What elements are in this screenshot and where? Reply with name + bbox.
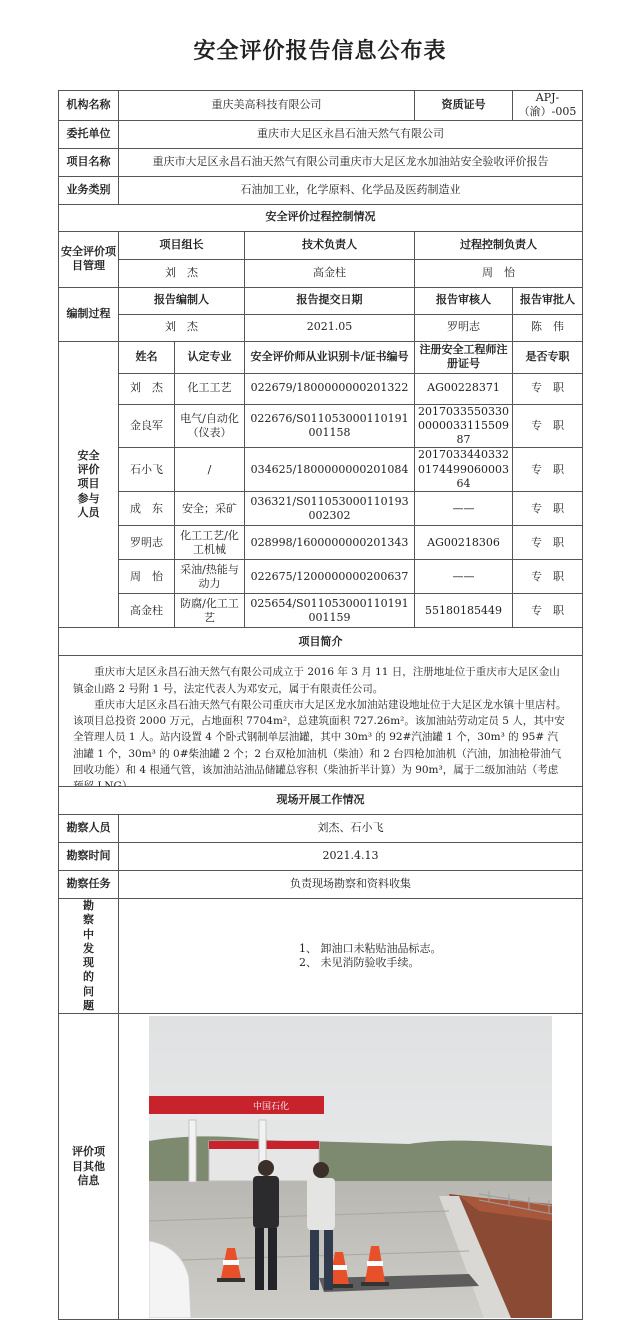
client-value: 重庆市大足区永昌石油天然气有限公司 xyxy=(119,120,583,148)
participant-fulltime: 专 职 xyxy=(513,594,583,628)
participant-reg: —— xyxy=(415,492,513,526)
task-label: 勘察任务 xyxy=(59,871,119,899)
mgmt-header-process: 过程控制负责人 xyxy=(415,231,583,259)
participant-card: 036321/S011053000110193002302 xyxy=(245,492,415,526)
biz-label: 业务类别 xyxy=(59,176,119,204)
canopy-underside xyxy=(149,1114,324,1120)
p-header-reg: 注册安全工程师注册证号 xyxy=(415,341,513,373)
intro-paragraph-1: 重庆市大足区永昌石油天然气有限公司成立于 2016 年 3 月 11 日，注册地址位于重庆市大足区金山镇金山路 2 号附 1 号，法定代表人为邓安元，属于有限责任公司。 xyxy=(73,666,560,695)
issue-item: 2、 未见消防验收手续。 xyxy=(299,956,420,970)
participant-major: 采油/热能与动力 xyxy=(175,560,245,594)
mgmt-label: 安全评价项目管理 xyxy=(59,231,119,287)
page-title: 安全评价报告信息公布表 xyxy=(193,39,447,64)
table-row xyxy=(59,560,583,594)
table-row xyxy=(59,492,583,526)
participants-label: 安全评价项目参与人员 xyxy=(59,341,119,628)
participant-fulltime: 专 职 xyxy=(513,404,583,448)
edit-value-approver: 陈 伟 xyxy=(513,314,583,341)
edit-header-date: 报告提交日期 xyxy=(245,287,415,314)
table-row xyxy=(59,448,583,492)
participant-card: 034625/1800000000201084 xyxy=(245,448,415,492)
org-value: 重庆美高科技有限公司 xyxy=(119,91,415,121)
participant-fulltime: 专 职 xyxy=(513,526,583,560)
canopy-fascia xyxy=(149,1096,324,1114)
site-work-table xyxy=(58,786,583,1320)
participant-name: 周 怡 xyxy=(119,560,175,594)
participant-reg: 2017033440332017449906000364 xyxy=(415,448,513,492)
participant-card: 025654/S011053000110191001159 xyxy=(245,594,415,628)
participant-fulltime: 专 职 xyxy=(513,560,583,594)
mgmt-value-tech: 高金柱 xyxy=(245,259,415,287)
intro-title: 项目简介 xyxy=(59,628,583,656)
p-header-name: 姓名 xyxy=(119,341,175,373)
issue-label: 勘察中发现的问题 xyxy=(59,899,119,1014)
participant-reg: —— xyxy=(415,560,513,594)
mgmt-header-tech: 技术负责人 xyxy=(245,231,415,259)
participant-name: 高金柱 xyxy=(119,594,175,628)
participant-card: 022679/1800000000201322 xyxy=(245,373,415,404)
process-title: 安全评价过程控制情况 xyxy=(59,204,583,231)
info-table xyxy=(58,90,583,804)
participant-name: 刘 杰 xyxy=(119,373,175,404)
participant-card: 022675/1200000000200637 xyxy=(245,560,415,594)
table-row xyxy=(59,404,583,448)
site-section-title: 现场开展工作情况 xyxy=(59,787,583,815)
table-row xyxy=(59,526,583,560)
canopy-sign: 中国石化 xyxy=(253,1101,290,1112)
task-value: 负责现场勘察和资料收集 xyxy=(119,871,583,899)
edit-value-writer: 刘 杰 xyxy=(119,314,245,341)
cert-value: APJ-（渝）-005 xyxy=(513,91,583,121)
time-value: 2021.4.13 xyxy=(119,843,583,871)
org-label: 机构名称 xyxy=(59,91,119,121)
participant-major: 化工工艺 xyxy=(175,373,245,404)
participant-card: 022676/S011053000110191001158 xyxy=(245,404,415,448)
p-header-fulltime: 是否专职 xyxy=(513,341,583,373)
participant-reg: AG00218306 xyxy=(415,526,513,560)
p-header-card: 安全评价师从业识别卡/证书编号 xyxy=(245,341,415,373)
site-photo xyxy=(149,1016,552,1318)
intro-paragraph-2: 重庆市大足区永昌石油天然气有限公司重庆市大足区龙水加油站建设地址位于大足区龙水镇十里店村。该项目总投资 2000 万元，占地面积 7704m²，总建筑面积 727.26m²。该加油站劳动定员 5 人，其中安全管理人员 1 人。站内设置 4 个卧式钢制单层油罐，其中 30m³ 的 92#汽油罐 1 个，30m³ 的 95# 汽油罐 1 个，30m³ 的 0#柴油罐 2 个；2 台双枪加油机（柴油）和 2 台四枪加油机（汽油，加油枪带油气回收功能）和 4 根通气管，该加油站油品储罐总容积（柴油折半计算）为 90m³，属于二级加油站（考虑 xyxy=(73,698,567,776)
table-row xyxy=(59,594,583,628)
edit-value-date: 2021.05 xyxy=(245,314,415,341)
project-label: 项目名称 xyxy=(59,148,119,176)
photo-cell xyxy=(119,1014,583,1320)
participant-major: 化工工艺/化工机械 xyxy=(175,526,245,560)
participant-fulltime: 专 职 xyxy=(513,373,583,404)
participant-name: 金良军 xyxy=(119,404,175,448)
mgmt-value-leader: 刘 杰 xyxy=(119,259,245,287)
canopy-column xyxy=(189,1120,196,1182)
participant-name: 石小飞 xyxy=(119,448,175,492)
participant-name: 成 东 xyxy=(119,492,175,526)
other-info-label: 评价项目其他信息 xyxy=(59,1014,119,1320)
edit-label: 编制过程 xyxy=(59,287,119,341)
participant-fulltime: 专 职 xyxy=(513,492,583,526)
edit-header-reviewer: 报告审核人 xyxy=(415,287,513,314)
client-label: 委托单位 xyxy=(59,120,119,148)
mgmt-header-leader: 项目组长 xyxy=(119,231,245,259)
time-label: 勘察时间 xyxy=(59,843,119,871)
intro-text xyxy=(59,656,583,803)
staff-label: 勘察人员 xyxy=(59,815,119,843)
staff-value: 刘杰、石小飞 xyxy=(119,815,583,843)
participant-reg: 55180185449 xyxy=(415,594,513,628)
issue-item: 1、 卸油口未粘贴油品标志。 xyxy=(299,941,442,955)
edit-header-writer: 报告编制人 xyxy=(119,287,245,314)
project-value: 重庆市大足区永昌石油天然气有限公司重庆市大足区龙水加油站安全验收评价报告 xyxy=(119,148,583,176)
participant-card: 028998/1600000000201343 xyxy=(245,526,415,560)
edit-header-approver: 报告审批人 xyxy=(513,287,583,314)
cert-label: 资质证号 xyxy=(415,91,513,121)
participant-major: / xyxy=(175,448,245,492)
participant-major: 安全；采矿 xyxy=(175,492,245,526)
biz-value: 石油加工业，化学原料、化学品及医药制造业 xyxy=(119,176,583,204)
participant-fulltime: 专 职 xyxy=(513,448,583,492)
table-row xyxy=(59,373,583,404)
participant-major: 防腐/化工工艺 xyxy=(175,594,245,628)
mgmt-value-process: 周 怡 xyxy=(415,259,583,287)
edit-value-reviewer: 罗明志 xyxy=(415,314,513,341)
issue-list xyxy=(119,899,583,1014)
participant-reg: AG00228371 xyxy=(415,373,513,404)
participant-name: 罗明志 xyxy=(119,526,175,560)
p-header-major: 认定专业 xyxy=(175,341,245,373)
participant-reg: 2017033550330000003311550987 xyxy=(415,404,513,448)
site-photo-svg xyxy=(149,1016,552,1318)
participant-major: 电气/自动化（仪表） xyxy=(175,404,245,448)
